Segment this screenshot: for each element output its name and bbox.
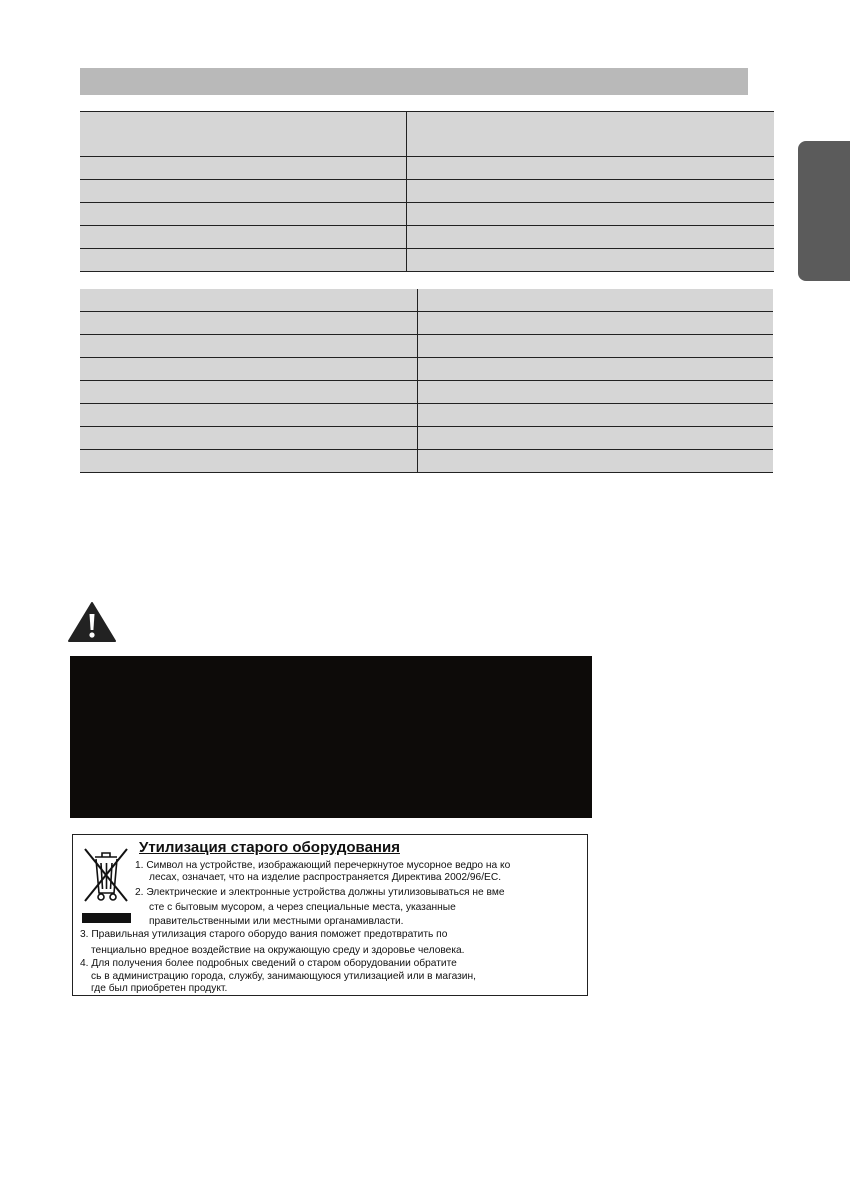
disposal-text-line: правительственными или местными органамивласти. (149, 916, 404, 927)
table-cell (80, 404, 417, 427)
disposal-text-line: 4. Для получения более подробных сведений о старом оборудовании обратите (80, 958, 457, 969)
table-cell (417, 289, 773, 312)
warning-black-box (70, 656, 592, 818)
table-cell (80, 203, 406, 226)
table-cell (417, 381, 773, 404)
table-cell (406, 203, 774, 226)
table-cell (406, 226, 774, 249)
table-cell (417, 312, 773, 335)
section-header-bar (80, 68, 748, 95)
table-cell (80, 157, 406, 180)
table-cell (80, 112, 406, 157)
bin-marker-bar (82, 913, 131, 923)
table-cell (417, 404, 773, 427)
table-cell (417, 335, 773, 358)
disposal-title: Утилизация старого оборудования (139, 839, 400, 856)
table-row (80, 312, 773, 335)
table-row (80, 335, 773, 358)
disposal-text-line: лесах, означает, что на изделие распространяется Директива 2002/96/EC. (149, 872, 502, 883)
disposal-text-line: тенциально вредное воздействие на окружающую среду и здоровье человека. (91, 945, 465, 956)
table-cell (80, 427, 417, 450)
table-row (80, 427, 773, 450)
table-cell (80, 226, 406, 249)
table-cell (80, 381, 417, 404)
spec-table-1 (80, 111, 774, 272)
table-cell (406, 112, 774, 157)
warning-triangle-icon (67, 601, 117, 643)
table-row (80, 180, 774, 203)
table-cell (80, 450, 417, 473)
disposal-text-line: 1. Символ на устройстве, изображающий перечеркнутое мусорное ведро на ко (135, 860, 511, 871)
table-cell (80, 180, 406, 203)
crossed-out-bin-icon (81, 845, 131, 905)
table-cell (406, 249, 774, 272)
table-row (80, 226, 774, 249)
disposal-text-line: 3. Правильная утилизация старого оборудо вания поможет предотвратить по (80, 929, 448, 940)
table-cell (80, 335, 417, 358)
table-cell (80, 249, 406, 272)
spec-table-2 (80, 289, 773, 473)
table-cell (80, 312, 417, 335)
table-row (80, 450, 773, 473)
table-row (80, 249, 774, 272)
table-cell (417, 358, 773, 381)
table-cell (417, 427, 773, 450)
disposal-notice (72, 834, 588, 996)
table-cell (406, 180, 774, 203)
disposal-text-line: сь в администрацию города, службу, занимающуюся утилизацией или в магазин, (91, 971, 476, 982)
disposal-text-line: где был приобретен продукт. (91, 983, 228, 994)
table-row (80, 358, 773, 381)
table-row (80, 157, 774, 180)
table-cell (417, 450, 773, 473)
table-cell (80, 358, 417, 381)
table-row (80, 289, 773, 312)
table-cell (80, 289, 417, 312)
language-side-tab (798, 141, 850, 281)
table-row (80, 203, 774, 226)
table-header-row (80, 112, 774, 157)
table-cell (406, 157, 774, 180)
disposal-text-line: сте с бытовым мусором, а через специальные места, указанные (149, 902, 456, 913)
disposal-text-line: 2. Электрические и электронные устройства должны утилизовываться не вме (135, 887, 505, 898)
table-row (80, 404, 773, 427)
table-row (80, 381, 773, 404)
